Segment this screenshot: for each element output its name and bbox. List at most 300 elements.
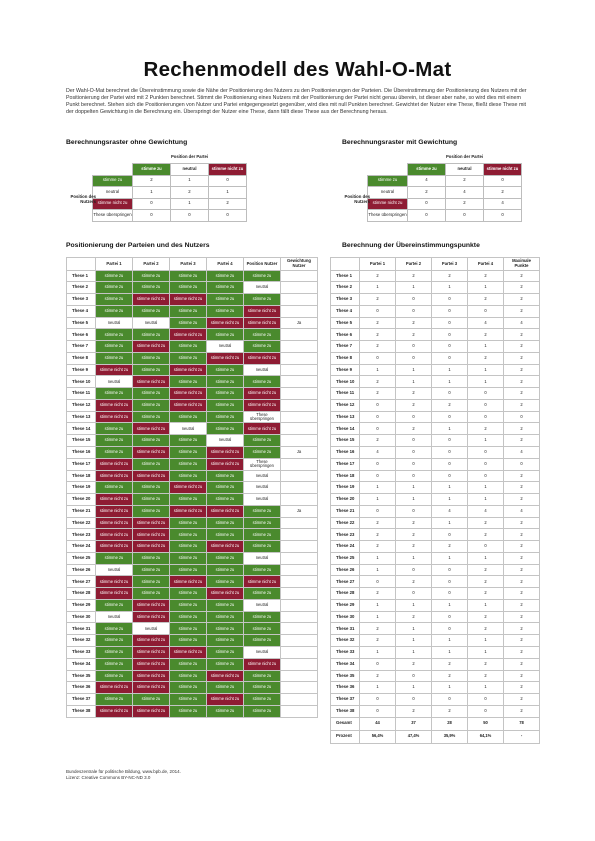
user-position: neutral (244, 470, 281, 482)
party-position: stimme zu (133, 305, 170, 317)
score-value: 0 (468, 470, 504, 482)
score-value: 0 (432, 529, 468, 541)
these-label: These 32 (67, 635, 96, 647)
user-weight (281, 341, 318, 353)
these-label: These 9 (67, 364, 96, 376)
score-value: 0 (432, 411, 468, 423)
score-value: 2 (504, 705, 540, 717)
these-label: These 38 (331, 705, 360, 717)
score-value: 2 (504, 694, 540, 706)
these-label: These 36 (67, 682, 96, 694)
these-label: These 22 (331, 517, 360, 529)
party-position: stimme nicht zu (133, 541, 170, 553)
score-value: 2 (432, 270, 468, 282)
user-position: stimme zu (244, 270, 281, 282)
score-value: 2 (504, 352, 540, 364)
table-row (331, 435, 540, 447)
table-row (67, 423, 318, 435)
user-weight (281, 364, 318, 376)
table-row (67, 446, 318, 458)
party-position: stimme nicht zu (207, 541, 244, 553)
user-position: neutral (244, 599, 281, 611)
score-value: 1 (432, 647, 468, 659)
party-position: stimme zu (96, 388, 133, 400)
score-value: 1 (432, 376, 468, 388)
score-value: 1 (360, 364, 396, 376)
score-value: 0 (396, 588, 432, 600)
party-position: stimme nicht zu (207, 588, 244, 600)
scores-table (330, 257, 540, 744)
party-position: stimme nicht zu (96, 588, 133, 600)
these-label: These 35 (67, 670, 96, 682)
score-value: 2 (396, 576, 432, 588)
party-position: stimme zu (207, 658, 244, 670)
user-weight (281, 399, 318, 411)
user-position: stimme zu (244, 341, 281, 353)
party-position: stimme zu (207, 635, 244, 647)
table-row (67, 705, 318, 717)
party-position: stimme zu (96, 305, 133, 317)
score-value: 2 (468, 294, 504, 306)
score-value: 0 (432, 352, 468, 364)
party-position: stimme zu (96, 670, 133, 682)
score-value: 2 (468, 329, 504, 341)
table-row (331, 458, 540, 470)
table-row (331, 647, 540, 659)
score-value: 0 (396, 458, 432, 470)
party-position: stimme nicht zu (96, 682, 133, 694)
score-value: 2 (360, 376, 396, 388)
table-row (67, 411, 318, 423)
party-position-nicht: stimme nicht zu (484, 164, 522, 176)
party-position: stimme nicht zu (133, 294, 170, 306)
score-value: 4 (504, 446, 540, 458)
table-row (67, 329, 318, 341)
user-position: stimme zu (244, 588, 281, 600)
party-position: stimme zu (207, 705, 244, 717)
summary-value: 47,4% (396, 730, 432, 743)
these-label: These 34 (331, 658, 360, 670)
these-label: These 25 (331, 552, 360, 564)
table-row (67, 552, 318, 564)
these-label: These 12 (331, 399, 360, 411)
user-weight (281, 541, 318, 553)
scores-header: Partei 4 (468, 258, 504, 271)
table-row (67, 694, 318, 706)
summary-value: 78 (504, 717, 540, 730)
page-title: Rechenmodell des Wahl-O-Mat (143, 58, 452, 81)
score-value: 2 (468, 517, 504, 529)
user-position: stimme nicht zu (244, 305, 281, 317)
user-position: stimme zu (244, 611, 281, 623)
party-position: stimme zu (96, 446, 133, 458)
score-value: 0 (432, 694, 468, 706)
score-value: 1 (468, 364, 504, 376)
user-weight (281, 694, 318, 706)
table-row (67, 282, 318, 294)
grid-value: 2 (446, 175, 484, 187)
party-position: stimme zu (207, 576, 244, 588)
score-value: 2 (468, 423, 504, 435)
score-value: 2 (504, 423, 540, 435)
score-value: 0 (396, 694, 432, 706)
party-position: stimme nicht zu (96, 541, 133, 553)
these-label: These 18 (67, 470, 96, 482)
score-value: 2 (360, 317, 396, 329)
score-value: 0 (396, 505, 432, 517)
score-value: 2 (432, 399, 468, 411)
table-row (331, 611, 540, 623)
these-label: These 17 (331, 458, 360, 470)
score-value: 0 (468, 694, 504, 706)
score-value: 0 (468, 705, 504, 717)
party-position: stimme zu (96, 599, 133, 611)
table-row (67, 270, 318, 282)
party-position: stimme zu (207, 682, 244, 694)
score-value: 2 (396, 329, 432, 341)
score-value: 0 (468, 446, 504, 458)
party-position: stimme zu (170, 270, 207, 282)
table-row (67, 341, 318, 353)
score-value: 2 (432, 670, 468, 682)
party-position: stimme zu (207, 305, 244, 317)
score-value: 1 (396, 599, 432, 611)
score-value: 0 (396, 446, 432, 458)
table-row (331, 388, 540, 400)
score-value: 2 (468, 611, 504, 623)
user-position-skip: These überspringen (368, 210, 408, 222)
these-label: These 2 (331, 282, 360, 294)
party-position: stimme zu (133, 564, 170, 576)
score-value: 4 (468, 317, 504, 329)
user-position: stimme zu (244, 446, 281, 458)
user-position-zu: stimme zu (93, 175, 133, 187)
party-position: stimme zu (170, 411, 207, 423)
party-position: stimme zu (207, 470, 244, 482)
these-label: These 31 (331, 623, 360, 635)
grid-value: 1 (171, 175, 209, 187)
table-row (331, 423, 540, 435)
table-row (331, 376, 540, 388)
party-position: stimme nicht zu (207, 446, 244, 458)
score-value: 0 (432, 623, 468, 635)
these-label: These 37 (331, 694, 360, 706)
party-position: stimme nicht zu (207, 670, 244, 682)
table-row (67, 623, 318, 635)
party-position: stimme zu (207, 376, 244, 388)
user-weight (281, 305, 318, 317)
grid-value: 0 (209, 210, 247, 222)
these-label: These 7 (331, 341, 360, 353)
score-value: 0 (432, 388, 468, 400)
table-row (331, 705, 540, 717)
these-label: These 29 (331, 599, 360, 611)
grid-value: 2 (171, 187, 209, 199)
party-position: stimme nicht zu (133, 658, 170, 670)
these-label: These 20 (331, 494, 360, 506)
these-label: These 8 (67, 352, 96, 364)
party-position: stimme zu (96, 423, 133, 435)
table-row (67, 611, 318, 623)
score-value: 2 (360, 588, 396, 600)
party-position: stimme nicht zu (96, 505, 133, 517)
these-label: These 21 (67, 505, 96, 517)
score-value: 2 (396, 658, 432, 670)
score-value: 0 (432, 435, 468, 447)
table-row (331, 505, 540, 517)
party-position: stimme zu (170, 282, 207, 294)
scores-header-row (331, 258, 540, 271)
table-row (67, 305, 318, 317)
user-weight (281, 411, 318, 423)
score-value: 2 (504, 588, 540, 600)
party-position: stimme nicht zu (133, 599, 170, 611)
party-position: stimme zu (96, 270, 133, 282)
score-value: 2 (504, 482, 540, 494)
party-position: neutral (133, 317, 170, 329)
these-label: These 25 (67, 552, 96, 564)
user-weight (281, 529, 318, 541)
party-position: stimme zu (96, 623, 133, 635)
score-value: 2 (432, 705, 468, 717)
user-position: neutral (244, 364, 281, 376)
table-row (67, 529, 318, 541)
score-value: 2 (504, 670, 540, 682)
summary-value: 37 (396, 717, 432, 730)
score-value: 0 (360, 576, 396, 588)
score-value: 2 (396, 541, 432, 553)
score-value: 0 (432, 446, 468, 458)
score-value: 0 (468, 388, 504, 400)
score-value: 2 (504, 658, 540, 670)
user-position: stimme zu (244, 682, 281, 694)
user-position: stimme zu (244, 435, 281, 447)
score-value: 2 (504, 494, 540, 506)
score-value: 2 (504, 517, 540, 529)
party-position: stimme zu (207, 564, 244, 576)
table-row (67, 670, 318, 682)
score-value: 1 (432, 682, 468, 694)
user-weight (281, 564, 318, 576)
user-position: stimme zu (244, 329, 281, 341)
party-position: stimme zu (207, 611, 244, 623)
user-position: stimme zu (244, 705, 281, 717)
table-row (331, 623, 540, 635)
grid-value: 0 (446, 210, 484, 222)
score-value: 4 (504, 505, 540, 517)
score-value: 1 (360, 564, 396, 576)
score-value: 1 (432, 364, 468, 376)
table-row (331, 329, 540, 341)
party-position: stimme zu (207, 623, 244, 635)
user-position: neutral (244, 482, 281, 494)
score-value: 4 (360, 446, 396, 458)
user-weight (281, 623, 318, 635)
score-value: 1 (432, 482, 468, 494)
party-position: stimme nicht zu (96, 517, 133, 529)
party-position: stimme zu (207, 411, 244, 423)
score-value: 1 (396, 635, 432, 647)
score-value: 2 (396, 611, 432, 623)
these-label: These 19 (331, 482, 360, 494)
these-label: These 26 (331, 564, 360, 576)
score-value: 1 (432, 552, 468, 564)
score-value: 2 (360, 541, 396, 553)
score-value: 2 (396, 423, 432, 435)
party-position: stimme nicht zu (133, 529, 170, 541)
summary-value: 28 (432, 717, 468, 730)
table-row (331, 694, 540, 706)
table-row (67, 435, 318, 447)
score-value: 0 (504, 458, 540, 470)
score-value: 0 (360, 352, 396, 364)
these-label: These 27 (67, 576, 96, 588)
party-position: neutral (96, 564, 133, 576)
score-value: 1 (432, 494, 468, 506)
party-position: stimme zu (170, 705, 207, 717)
user-position: These überspringen (244, 458, 281, 470)
these-label: These 2 (67, 282, 96, 294)
table-row (331, 494, 540, 506)
score-value: 2 (504, 341, 540, 353)
score-value: 1 (360, 494, 396, 506)
user-position: stimme nicht zu (244, 423, 281, 435)
table-row (331, 635, 540, 647)
grid-row (368, 175, 522, 187)
user-weight (281, 647, 318, 659)
raster-mit-table (367, 152, 522, 222)
score-value: 2 (468, 270, 504, 282)
party-position: stimme zu (96, 647, 133, 659)
grid-row (93, 198, 247, 210)
score-value: 2 (504, 305, 540, 317)
party-position: stimme nicht zu (170, 329, 207, 341)
table-row (67, 376, 318, 388)
party-position: stimme zu (207, 294, 244, 306)
user-position-neutral: neutral (93, 187, 133, 199)
table-row (331, 482, 540, 494)
score-value: 1 (468, 341, 504, 353)
party-position: stimme zu (170, 623, 207, 635)
table-row (331, 588, 540, 600)
user-position: stimme nicht zu (244, 388, 281, 400)
user-position: neutral (244, 552, 281, 564)
party-position: stimme zu (207, 270, 244, 282)
summary-label: Gesamt (331, 717, 360, 730)
party-position: stimme zu (133, 352, 170, 364)
party-position: stimme zu (170, 588, 207, 600)
table-row (331, 576, 540, 588)
party-position: stimme zu (133, 458, 170, 470)
table-row (331, 599, 540, 611)
party-position: stimme nicht zu (96, 705, 133, 717)
table-row (331, 364, 540, 376)
party-position: stimme zu (207, 529, 244, 541)
score-value: 2 (504, 388, 540, 400)
these-label: These 22 (67, 517, 96, 529)
these-label: These 33 (331, 647, 360, 659)
grid-value: 4 (408, 175, 446, 187)
party-position: stimme zu (207, 388, 244, 400)
score-value: 2 (504, 635, 540, 647)
table-row (67, 658, 318, 670)
party-position: stimme nicht zu (207, 458, 244, 470)
party-position: stimme nicht zu (170, 576, 207, 588)
these-label: These 16 (67, 446, 96, 458)
user-position: stimme zu (244, 635, 281, 647)
these-label: These 30 (331, 611, 360, 623)
party-position: stimme zu (133, 552, 170, 564)
user-position: stimme nicht zu (244, 399, 281, 411)
party-position: stimme zu (170, 541, 207, 553)
party-position: stimme zu (170, 470, 207, 482)
grid-value: 1 (209, 187, 247, 199)
score-value: 0 (396, 564, 432, 576)
these-label: These 31 (67, 623, 96, 635)
table-row (67, 599, 318, 611)
party-position: stimme zu (133, 482, 170, 494)
these-label: These 28 (67, 588, 96, 600)
score-value: 1 (360, 599, 396, 611)
score-value: 2 (504, 552, 540, 564)
party-position: stimme zu (170, 352, 207, 364)
party-position: stimme zu (133, 399, 170, 411)
table-row (67, 517, 318, 529)
table-row (67, 494, 318, 506)
summary-value: 35,9% (432, 730, 468, 743)
party-position: stimme nicht zu (170, 294, 207, 306)
party-position: stimme zu (96, 552, 133, 564)
score-value: 0 (396, 305, 432, 317)
party-position: stimme nicht zu (96, 399, 133, 411)
these-label: These 21 (331, 505, 360, 517)
score-value: 0 (432, 611, 468, 623)
party-position: stimme zu (207, 399, 244, 411)
score-value: 1 (468, 682, 504, 694)
user-weight (281, 635, 318, 647)
score-value: 1 (468, 647, 504, 659)
score-value: 0 (432, 305, 468, 317)
positions-header: Position Nutzer (244, 258, 281, 271)
user-weight (281, 599, 318, 611)
scores-header: Partei 2 (396, 258, 432, 271)
score-value: 1 (396, 494, 432, 506)
table-row (331, 352, 540, 364)
user-weight (281, 270, 318, 282)
these-label: These 30 (67, 611, 96, 623)
table-row (331, 552, 540, 564)
table-row (67, 352, 318, 364)
user-weight (281, 470, 318, 482)
user-position-neutral: neutral (368, 187, 408, 199)
these-label: These 20 (67, 494, 96, 506)
grid-row (368, 198, 522, 210)
table-row (67, 388, 318, 400)
score-value: 2 (360, 670, 396, 682)
party-position: stimme zu (96, 435, 133, 447)
score-value: 0 (432, 470, 468, 482)
score-value: 2 (504, 611, 540, 623)
party-position: neutral (207, 341, 244, 353)
score-value: 1 (432, 599, 468, 611)
grid-row (368, 210, 522, 222)
party-position: stimme zu (170, 694, 207, 706)
score-value: 0 (396, 341, 432, 353)
footer (66, 769, 181, 782)
these-label: These 26 (67, 564, 96, 576)
user-position-zu: stimme zu (368, 175, 408, 187)
score-value: 2 (360, 529, 396, 541)
